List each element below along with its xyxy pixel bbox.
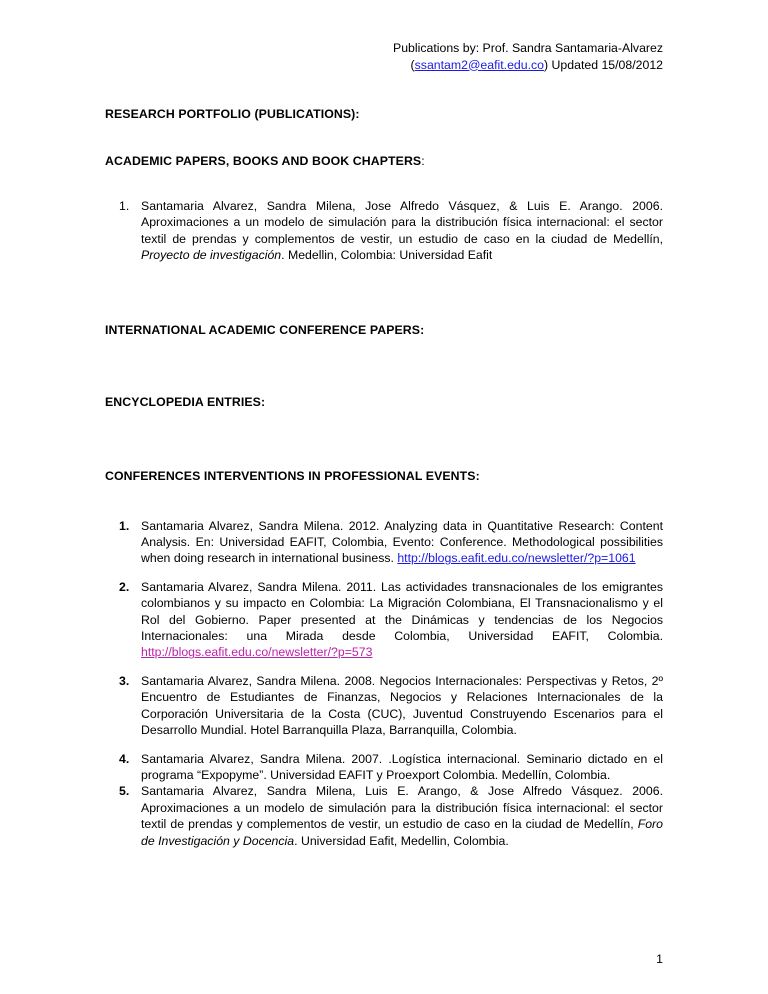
header-paren-open: ( <box>410 57 415 72</box>
list-item <box>105 518 663 567</box>
list-item <box>105 783 663 849</box>
header-author-line: Publications by: Prof. Sandra Santamaria-Alvarez <box>393 41 663 55</box>
list-item-number: 1. <box>119 199 130 213</box>
conference-interventions-list <box>105 518 663 849</box>
spacer <box>105 169 663 198</box>
list-item-text <box>141 198 663 264</box>
spacer <box>105 484 663 518</box>
heading-academic-papers-colon: : <box>421 154 425 168</box>
list-item <box>105 673 663 739</box>
citation-url-link[interactable]: http://blogs.eafit.edu.co/newsletter/?p=1061 <box>397 551 636 566</box>
page-number: 1 <box>656 952 663 966</box>
heading-research-portfolio: RESEARCH PORTFOLIO (PUBLICATIONS): <box>105 107 360 121</box>
list-item-text <box>141 783 663 849</box>
list-item-text: Santamaria Alvarez, Sandra Milena. 2008. Negocios Internacionales: Perspectivas y Retos, 2º Encuentro de Estudiantes de Finanzas, Negocios y Relaciones Internacionales de la Corporación Universitaria de la Costa (CUC), Juventud Construyendo Escenarios para el Desarrollo Mundial. Hotel Barranquilla Plaza, Barranquilla, Colombia. <box>141 673 663 738</box>
list-item-number: 5. <box>119 784 130 799</box>
citation-part-2: . Medellin, Colombia: Universidad Eafit <box>281 248 493 263</box>
header-contact-line <box>105 57 663 74</box>
list-item-text <box>141 518 663 567</box>
citation-italic-title: Proyecto de investigación <box>141 248 282 263</box>
citation-part-1: Santamaria Alvarez, Sandra Milena. 2011. Las actividades transnacionales de los emigrantes colombianos y su impacto en Colombia: La Migración Colombiana, El Transnacionalismo y el Rol del Gobierno. Paper presented at the Dinámicas y tendencias de los Negocios Internacionales: una Mirada desde Colombia, Universidad EAFIT, Colombia. <box>141 579 663 644</box>
spacer <box>105 410 663 468</box>
list-item-number: 3. <box>119 673 130 688</box>
heading-academic-papers <box>105 153 663 169</box>
list-item-number: 1. <box>119 518 130 533</box>
heading-encyclopedia-entries: ENCYCLOPEDIA ENTRIES: <box>105 394 266 409</box>
spacer <box>105 338 663 394</box>
academic-papers-list <box>105 198 663 264</box>
list-item-number: 2. <box>119 579 130 594</box>
list-item <box>105 579 663 661</box>
header-updated-text: ) Updated 15/08/2012 <box>544 57 663 72</box>
spacer <box>105 122 663 153</box>
citation-part-2: . Universidad Eafit, Medellin, Colombia. <box>294 833 509 848</box>
list-item <box>105 198 663 264</box>
citation-part-1: Santamaria Alvarez, Sandra Milena, Luis E. Arango, & Jose Alfredo Vásquez. 2006. Aproximaciones a un modelo de simulación para la distribución física internacional: el sector textil de prendas y complementos de vestir, un estudio de caso en la ciudad de Medellín, <box>141 784 663 832</box>
spacer <box>105 73 663 106</box>
heading-conferences-interventions: CONFERENCES INTERVENTIONS IN PROFESSIONAL EVENTS: <box>105 468 480 483</box>
citation-italic-title: Foro de Investigación y Docencia <box>141 817 663 848</box>
heading-academic-papers-text: ACADEMIC PAPERS, BOOKS AND BOOK CHAPTERS <box>105 154 422 168</box>
list-item-number: 4. <box>119 751 130 766</box>
list-item-text <box>141 579 663 661</box>
citation-url-link[interactable]: http://blogs.eafit.edu.co/newsletter/?p=573 <box>141 645 373 660</box>
citation-part-1: Santamaria Alvarez, Sandra Milena, Jose Alfredo Vásquez, & Luis E. Arango. 2006. Aproximaciones a un modelo de simulación para la distribución física internacional: el sector textil de prendas y complementos de vestir, un estudio de caso en la ciudad de Medellín, <box>141 199 663 246</box>
list-item-text: Santamaria Alvarez, Sandra Milena. 2007. .Logística internacional. Seminario dictado en el programa “Expopyme”. Universidad EAFIT y Proexport Colombia. Medellín, Colombia. <box>141 751 663 782</box>
document-header <box>105 40 663 73</box>
spacer <box>105 264 663 322</box>
email-link[interactable]: ssantam2@eafit.edu.co <box>414 57 545 72</box>
citation-part-1: Santamaria Alvarez, Sandra Milena. 2012. Analyzing data in Quantitative Research: Content Analysis. En: Universidad EAFIT, Colombia, Evento: Conference. Methodological possibilities when doing research in international business. <box>141 518 663 566</box>
heading-international-conference-papers: INTERNATIONAL ACADEMIC CONFERENCE PAPERS: <box>105 322 425 337</box>
list-item <box>105 751 663 784</box>
